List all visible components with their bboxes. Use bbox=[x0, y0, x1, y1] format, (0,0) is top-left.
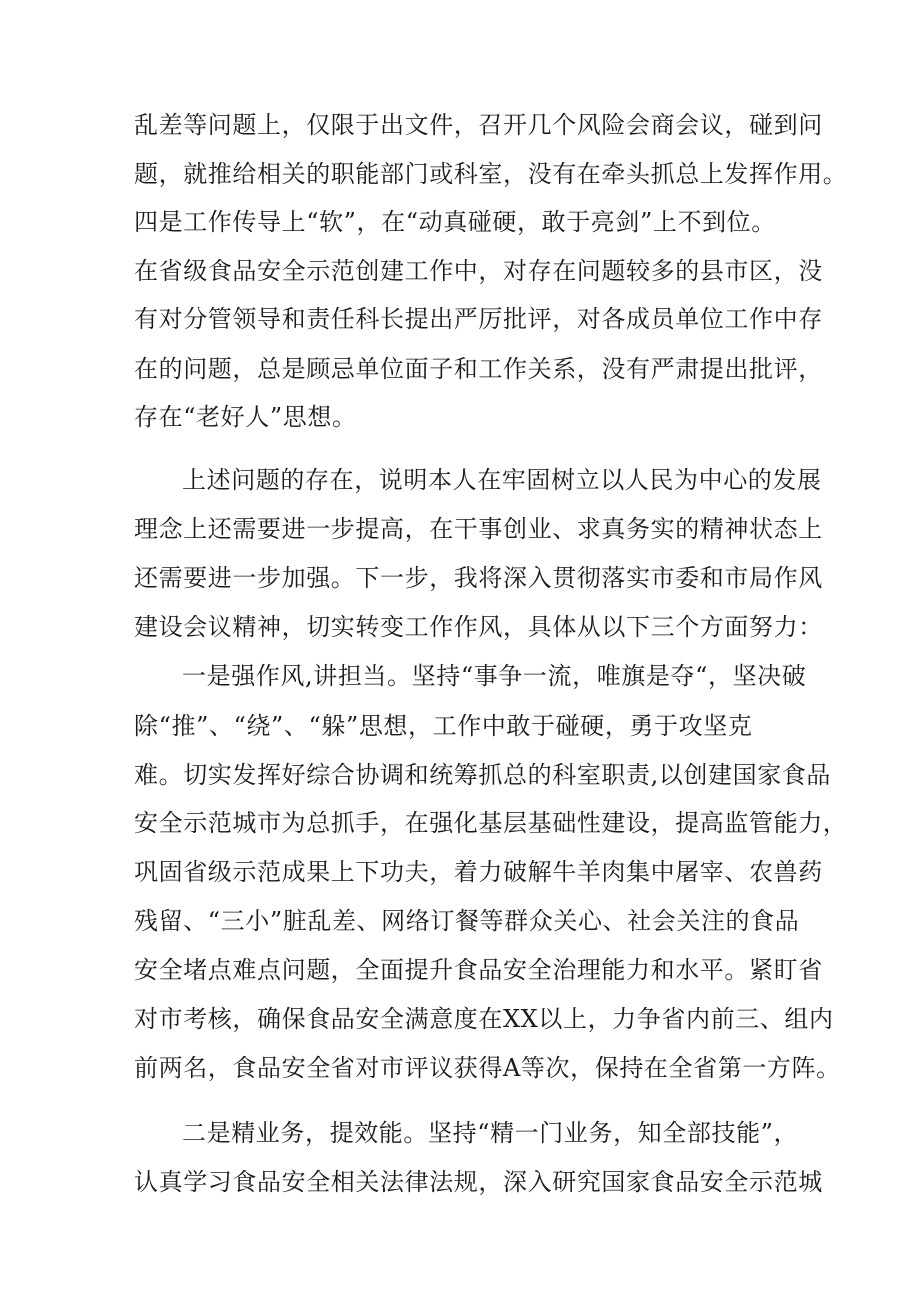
text-line: 题，就推给相关的职能部门或科室，没有在牵头抓总上发挥作用。 bbox=[134, 160, 848, 188]
text-line: 残留、“三小”脏乱差、网络订餐等群众关心、社会关注的食品 bbox=[134, 907, 800, 935]
text-line: 上述问题的存在，说明本人在牢固树立以人民为中心的发展 bbox=[182, 466, 822, 494]
text-line: 认真学习食品安全相关法律法规，深入研究国家食品安全示范城 bbox=[134, 1168, 823, 1196]
text-line: 对市考核，确保食品安全满意度在XX以上，力争省内前三、组内 bbox=[134, 1005, 834, 1033]
text-line: 难。切实发挥好综合协调和统筹抓总的科室职责,以创建国家食品 bbox=[134, 761, 832, 789]
text-line: 除“推”、“绕”、“躲”思想，工作中敢于碰硬，勇于攻坚克 bbox=[134, 712, 753, 740]
text-line: 安全示范城市为总抓手，在强化基层基础性建设，提高监管能力， bbox=[134, 809, 848, 837]
text-line: 前两名，食品安全省对市评议获得A等次，保持在全省第一方阵。 bbox=[134, 1054, 841, 1082]
text-line: 在省级食品安全示范创建工作中，对存在问题较多的县市区，没 bbox=[134, 257, 823, 285]
text-line: 巩固省级示范成果上下功夫，着力破解牛羊肉集中屠宰、农兽药 bbox=[134, 858, 823, 886]
text-line: 有对分管领导和责任科长提出严厉批评，对各成员单位工作中存 bbox=[134, 305, 823, 333]
text-line: 安全堵点难点问题，全面提升食品安全治理能力和水平。紧盯省 bbox=[134, 956, 823, 984]
text-line: 二是精业务，提效能。坚持“精一门业务，知全部技能”， bbox=[182, 1119, 799, 1147]
text-line: 一是强作风,讲担当。坚持“事争一流，唯旗是夺“，坚决破 bbox=[182, 662, 807, 690]
text-line: 在的问题，总是顾忌单位面子和工作关系，没有严肃提出批评， bbox=[134, 355, 823, 383]
text-line: 存在“老好人”思想。 bbox=[134, 403, 357, 431]
text-line: 理念上还需要进一步提高，在干事创业、求真务实的精神状态上 bbox=[134, 515, 823, 543]
text-line: 四是工作传导上“软”，在“动真碰硬，敢于亮剑”上不到位。 bbox=[134, 208, 776, 236]
text-line: 乱差等问题上，仅限于出文件，召开几个风险会商会议，碰到问 bbox=[134, 111, 823, 139]
text-line: 建设会议精神，切实转变工作作风，具体从以下三个方面努力： bbox=[134, 613, 823, 641]
text-line: 还需要进一步加强。下一步，我将深入贯彻落实市委和市局作风 bbox=[134, 564, 823, 592]
